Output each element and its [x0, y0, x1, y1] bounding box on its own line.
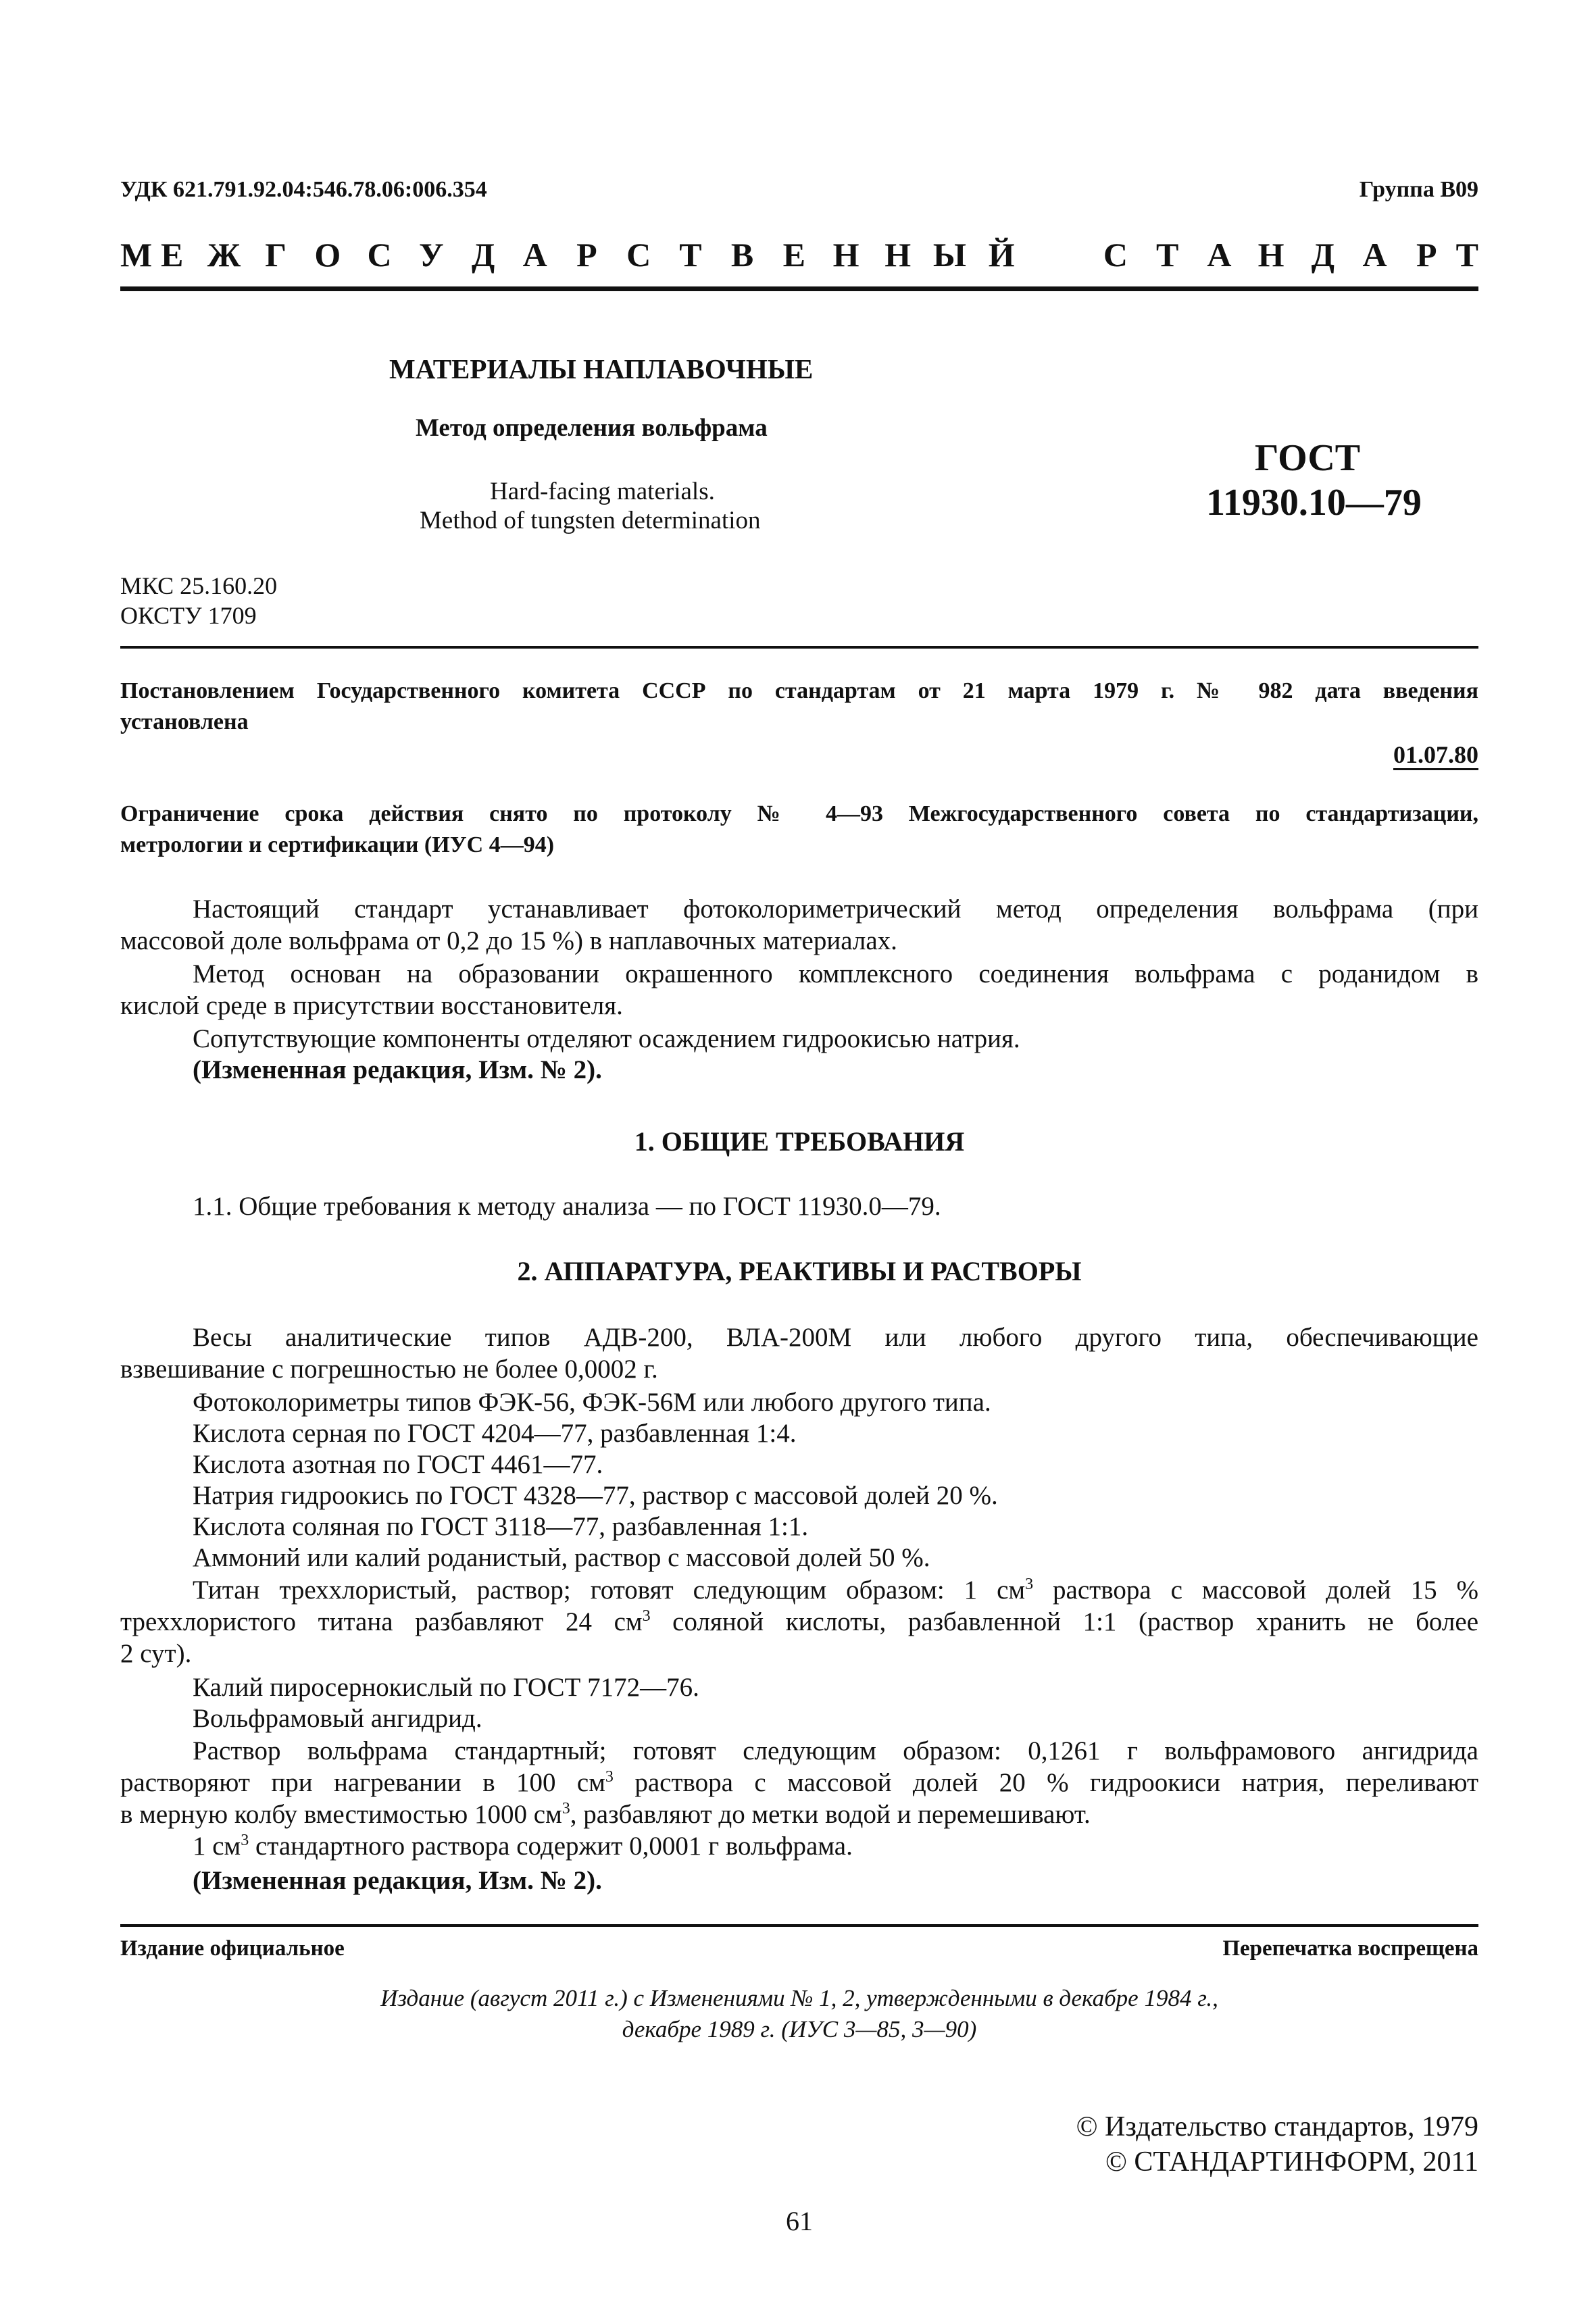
footer-rule	[120, 1924, 1478, 1927]
effective-date: 01.07.80	[1393, 741, 1478, 768]
banner-letter: Ж	[207, 236, 241, 274]
edition-note-line2: декабре 1989 г. (ИУС 3—85, 3—90)	[622, 2016, 977, 2042]
banner-letter: Т	[1156, 236, 1179, 274]
titanium-line1-b: раствора с массовой долей 15 %	[1033, 1576, 1478, 1605]
edition-note-line1: Издание (август 2011 г.) с Изменениями № 1, 2, утвержденными в декабре 1984 г.,	[380, 1985, 1218, 2011]
titanium-paragraph	[120, 1574, 1478, 1669]
intro-p2-line2: кислой среде в присутствии восстановителя.	[120, 991, 623, 1020]
intro-p1-line1: Настоящий стандарт устанавливает фотоколориметрический метод определения вольфрама (при	[193, 895, 1478, 924]
banner-letter: У	[418, 236, 444, 274]
std-line1: Раствор вольфрама стандартный; готовят следующим образом: 0,1261 г вольфрамового ангидрида	[193, 1736, 1478, 1765]
standard-solution-paragraph	[120, 1735, 1478, 1862]
banner-letter: А	[1207, 236, 1232, 274]
section-1-heading: 1. ОБЩИЕ ТРЕБОВАНИЯ	[634, 1126, 965, 1157]
superscript: 3	[1025, 1576, 1034, 1593]
banner-letter: Н	[884, 236, 912, 274]
tungsten-anhydride: Вольфрамовый ангидрид.	[193, 1704, 482, 1733]
hydrochloric-acid: Кислота соляная по ГОСТ 3118—77, разбавленная 1:1.	[193, 1512, 809, 1541]
group-code: Группа В09	[1359, 177, 1478, 202]
banner-letter: С	[626, 236, 651, 274]
scales-paragraph	[120, 1322, 1478, 1385]
superscript: 3	[241, 1832, 249, 1849]
sulfuric-acid: Кислота серная по ГОСТ 4204—77, разбавленная 1:4.	[193, 1419, 797, 1448]
banner-letter: О	[314, 236, 341, 274]
sodium-hydroxide: Натрия гидроокись по ГОСТ 4328—77, раствор с массовой долей 20 %.	[193, 1481, 998, 1510]
intro-p1-line2: массовой доле вольфрама от 0,2 до 15 %) в наплавочных материалах.	[120, 926, 897, 955]
banner-letter: Д	[471, 236, 495, 274]
banner-letter: Ы	[932, 236, 967, 274]
rhodanide: Аммоний или калий роданистый, раствор с массовой долей 50 %.	[193, 1543, 930, 1572]
intro-amendment: (Измененная редакция, Изм. № 2).	[193, 1055, 602, 1084]
std-line3	[120, 1799, 1478, 1830]
document-subtitle: Метод определения вольфрама	[416, 414, 768, 442]
english-title-line2: Method of tungsten determination	[420, 507, 761, 534]
superscript: 3	[605, 1768, 614, 1786]
std-line2-b: раствора с массовой долей 20 % гидроокиси натрия, переливают	[613, 1768, 1479, 1797]
titanium-line3: 2 сут).	[120, 1639, 192, 1668]
banner-letter: С	[367, 236, 392, 274]
banner-letter: Д	[1311, 236, 1335, 274]
titanium-line2	[120, 1606, 1478, 1638]
section-1-item: 1.1. Общие требования к методу анализа — по ГОСТ 11930.0—79.	[193, 1192, 941, 1221]
section-2-amendment: (Измененная редакция, Изм. № 2).	[193, 1866, 602, 1895]
titanium-line1	[120, 1574, 1478, 1606]
banner-letter: Н	[1257, 236, 1285, 274]
document-title: МАТЕРИАЛЫ НАПЛАВОЧНЫЕ	[389, 353, 814, 384]
page-number: 61	[786, 2206, 813, 2236]
limitation-line1: Ограничение срока действия снято по протоколу № 4—93 Межгосударственного совета по стандартизации,	[120, 801, 1478, 826]
photocolorimeters: Фотоколориметры типов ФЭК-56, ФЭК-56М или любого другого типа.	[193, 1388, 991, 1417]
nitric-acid: Кислота азотная по ГОСТ 4461—77.	[193, 1450, 603, 1479]
section-2-heading: 2. АППАРАТУРА, РЕАКТИВЫ И РАСТВОРЫ	[517, 1256, 1082, 1286]
okstu-code: ОКСТУ 1709	[120, 602, 257, 629]
std-line2-a: растворяют при нагревании в 100 см	[120, 1768, 605, 1797]
banner-letter: Т	[1455, 236, 1478, 274]
decree-line2: установлена	[120, 709, 249, 734]
banner-letter: Г	[265, 236, 287, 274]
copyright-1979: © Издательство стандартов, 1979	[1076, 2111, 1478, 2142]
limitation-line2: метрологии и сертификации (ИУС 4—94)	[120, 832, 555, 857]
intro-paragraph-2	[120, 958, 1478, 1022]
decree-line1: Постановлением Государственного комитета СССР по стандартам от 21 марта 1979 г. № 982 дата введения	[120, 678, 1478, 703]
banner-letter: М	[120, 236, 153, 274]
official-edition: Издание официальное	[120, 1936, 345, 1961]
scales-line1: Весы аналитические типов АДВ-200, ВЛА-200М или любого другого типа, обеспечивающие	[193, 1323, 1478, 1352]
banner-letter: Н	[832, 236, 859, 274]
intro-p2-line1: Метод основан на образовании окрашенного комплексного соединения вольфрама с роданидом в	[193, 959, 1478, 988]
banner-letter: Й	[988, 236, 1015, 274]
copyright-2011: © СТАНДАРТИНФОРМ, 2011	[1105, 2146, 1478, 2178]
banner-letter: Р	[576, 236, 597, 274]
banner-letter: Р	[1416, 236, 1437, 274]
gost-number: 11930.10—79	[1206, 482, 1422, 524]
intro-paragraph-1	[120, 893, 1478, 957]
banner-letter: А	[1362, 236, 1387, 274]
banner-letter: Е	[782, 236, 806, 274]
titanium-line2-b: соляной кислоты, разбавленной 1:1 (раствор хранить не более	[650, 1607, 1479, 1636]
title-rule	[120, 646, 1478, 649]
std-line3-a: в мерную колбу вместимостью 1000 см	[120, 1800, 562, 1829]
scales-line2: взвешивание с погрешностью не более 0,0002 г.	[120, 1355, 658, 1384]
std-line4-a: 1 см	[193, 1832, 241, 1861]
std-line4	[120, 1830, 1478, 1862]
std-line3-b: , разбавляют до метки водой и перемешивают.	[570, 1800, 1091, 1829]
banner-letter: Т	[679, 236, 702, 274]
udk-code: УДК 621.791.92.04:546.78.06:006.354	[120, 177, 487, 202]
banner-letter: С	[1103, 236, 1128, 274]
intro-paragraph-3: Сопутствующие компоненты отделяют осаждением гидроокисью натрия.	[193, 1024, 1020, 1053]
banner-letter: В	[730, 236, 754, 274]
standard-banner	[120, 235, 1478, 276]
titanium-line2-a: треххлористого титана разбавляют 24 см	[120, 1607, 643, 1636]
banner-letter: Е	[161, 236, 184, 274]
reprint-prohibited: Перепечатка воспрещена	[1222, 1936, 1478, 1961]
english-title-line1: Hard-facing materials.	[490, 478, 715, 505]
header-rule	[120, 286, 1478, 291]
std-line4-b: стандартного раствора содержит 0,0001 г вольфрама.	[249, 1832, 853, 1861]
mks-code: МКС 25.160.20	[120, 572, 278, 599]
superscript: 3	[642, 1607, 651, 1625]
std-line2	[120, 1767, 1478, 1799]
gost-label: ГОСТ	[1254, 437, 1361, 479]
potassium-pyrosulfate: Калий пиросернокислый по ГОСТ 7172—76.	[193, 1673, 699, 1702]
banner-letter: А	[522, 236, 547, 274]
titanium-line1-a: Титан треххлористый, раствор; готовят следующим образом: 1 см	[193, 1576, 1026, 1605]
superscript: 3	[562, 1800, 570, 1817]
